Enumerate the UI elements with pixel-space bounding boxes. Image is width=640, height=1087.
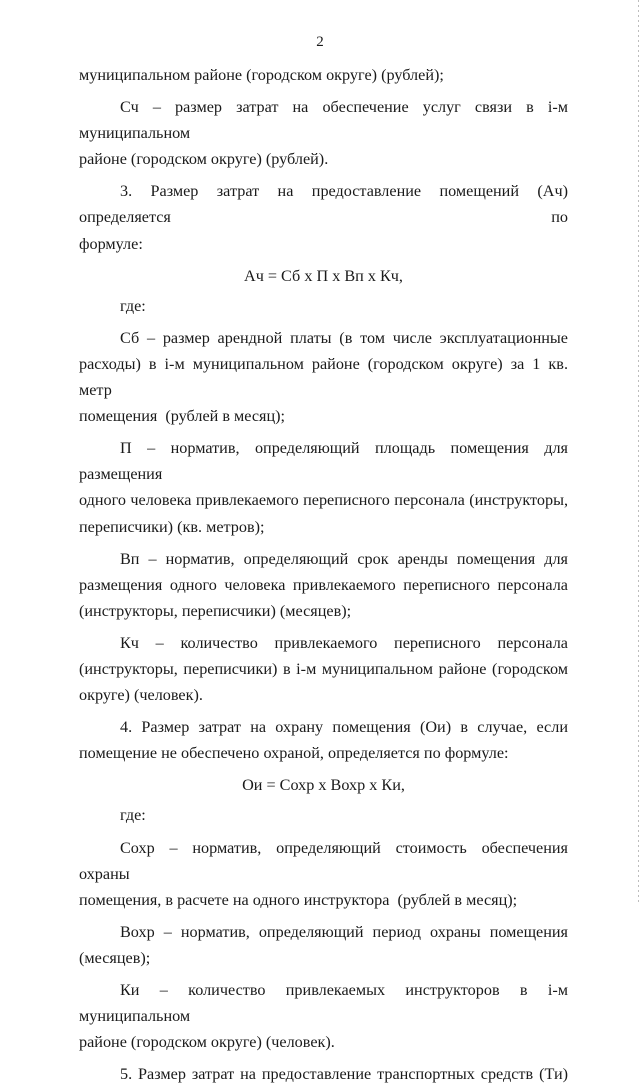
where-label: где:: [120, 806, 146, 825]
paragraph-vp-definition: Вп – норматив, определяющий срок аренды помещения для размещения одного человека привлекаемого переписного персонала (инструкторы, переписчики) (месяцев);: [79, 549, 568, 620]
paragraph-ki-definition: Ки – количество привлекаемых инструкторов в i-м муниципальном районе (городском округе) (человек).: [79, 981, 568, 1052]
paragraph-item-5: 5. Размер затрат на предоставление транспортных средств (Ти): [120, 1065, 568, 1084]
document-body: [79, 62, 568, 1087]
paragraph-sb-definition: Сб – размер арендной платы (в том числе эксплуатационные расходы) в i-м муниципальном районе (городском округе) за 1 кв. метр помещения (рублей в месяц);: [79, 328, 568, 426]
formula-ach: Ач = Сб x П x Вп x Кч,: [244, 266, 403, 285]
paragraph-sch-definition: Сч – размер затрат на обеспечение услуг связи в i-м муниципальном районе (городском округе) (рублей).: [79, 98, 568, 169]
formula-oi: Ои = Сохр x Вохр x Ки,: [242, 776, 405, 795]
paragraph-item-4: 4. Размер затрат на охрану помещения (Ои) в случае, если помещение не обеспечено охраной, определяется по формуле:: [79, 718, 568, 763]
paragraph-kch-definition: Кч – количество привлекаемого переписного персонала (инструкторы, переписчики) в i-м муниципальном районе (городском округе) (человек).: [79, 633, 568, 705]
paragraph-p-definition: П – норматив, определяющий площадь помещения для размещения одного человека привлекаемого переписного персонала (инструкторы, переписчики) (кв. метров);: [79, 439, 568, 536]
paragraph-item-3: 3. Размер затрат на предоставление помещений (Ач) определяется по формуле:: [79, 182, 568, 253]
paragraph-continuation: муниципальном районе (городском округе) (рублей);: [79, 66, 444, 84]
scan-edge: [638, 0, 639, 905]
where-label: где:: [120, 296, 146, 315]
paragraph-sokhr-definition: Сохр – норматив, определяющий стоимость обеспечения охраны помещения, в расчете на одного инструктора (рублей в месяц);: [79, 838, 568, 909]
page-number: 2: [316, 34, 324, 50]
paragraph-vokhr-definition: Вохр – норматив, определяющий период охраны помещения (месяцев);: [79, 922, 568, 967]
